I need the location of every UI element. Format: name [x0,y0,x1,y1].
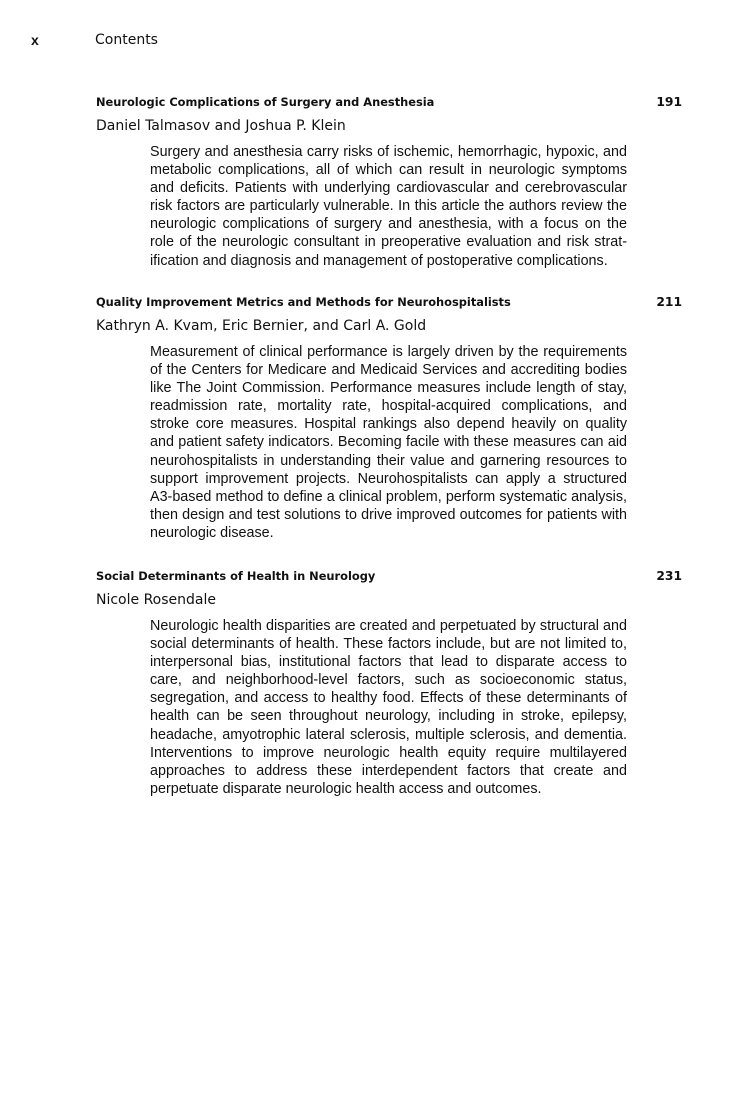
article-page-number[interactable]: 231 [656,569,682,583]
article-authors: Nicole Rosendale [96,592,216,608]
article-abstract: Surgery and anesthesia carry risks of ischemic, hemorrhagic, hypoxic, and metabolic complications, all of which can result in neurologic symptoms and deficits. Patients with underlying cardiovascular and cerebrovascular risk factors are particularly vulnerable. In this article the authors review the neurologic complications of surgery and anesthesia, with a focus on the role of the neurologic consultant in preoperative evaluation and risk stratification and diagnosis and management of postoperative complications. [150,144,627,269]
article-authors: Daniel Talmasov and Joshua P. Klein [96,118,346,134]
article-title[interactable]: Neurologic Complications of Surgery and Anesthesia [96,95,435,109]
toc-entry-title-row [96,567,684,585]
article-page-number[interactable]: 211 [656,295,682,309]
article-page-number[interactable]: 191 [656,95,682,109]
article-title[interactable]: Quality Improvement Metrics and Methods for Neurohospitalists [96,295,511,309]
toc-entry [96,93,684,270]
toc-entry [96,567,684,798]
toc-entry [96,293,684,542]
running-title: Contents [95,32,158,48]
toc-entry-title-row [96,93,684,111]
article-abstract: Neurologic health disparities are created and perpetuated by structural and social determinants of health. These factors include, but are not limited to, interpersonal bias, institutional factors that lead to disparate access to care, and neighborhood-level factors, such as socioeconomic status, segregation, and access to healthy food. Effects of these determinants of health can be seen throughout neurology, including in stroke, epilepsy, headache, amyotrophic lateral sclerosis, multiple sclerosis, and dementia. Interventions to improve neurologic health equity require multilayered approaches to address these interdependent factors that create and perpetuate disparate neurologic health access and outcomes. [150,618,627,797]
article-authors: Kathryn A. Kvam, Eric Bernier, and Carl A. Gold [96,318,427,334]
article-title[interactable]: Social Determinants of Health in Neurology [96,569,376,583]
page-number: x [31,32,39,48]
toc-entry-title-row [96,293,684,311]
page-header [31,30,711,52]
article-abstract: Measurement of clinical performance is largely driven by the requirements of the Centers for Medicare and Medicaid Services and accrediting bodies like The Joint Commission. Performance measures include length of stay, readmission rate, mortality rate, hospital-acquired complications, and stroke core measures. Hospital rankings also depend heavily on quality and patient safety indicators. Becoming facile with these measures can aid neurohospitalists in understanding their value and garnering resources to support improvement projects. Neurohospitalists can apply a structured A3-based method to define a clinical problem, perform systematic analysis, then design and test solutions to drive improved outcomes for patients with neurologic disease. [150,344,627,541]
